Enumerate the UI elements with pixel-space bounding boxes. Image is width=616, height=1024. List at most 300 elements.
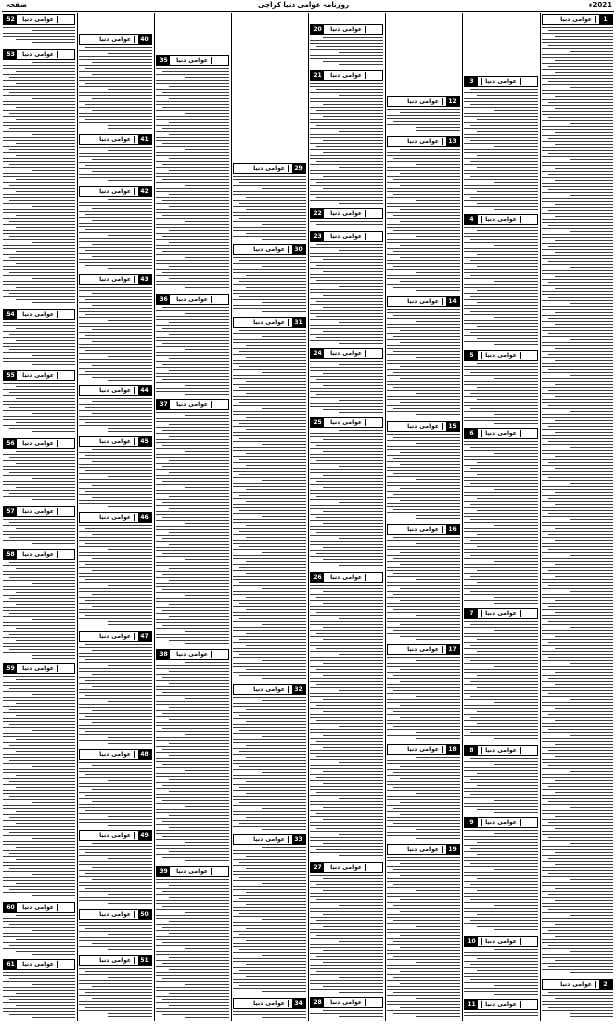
text-line <box>3 733 75 734</box>
text-line <box>156 520 229 521</box>
text-line <box>310 86 383 87</box>
text-line <box>16 1005 75 1006</box>
text-line <box>339 690 383 691</box>
text-line <box>85 615 152 616</box>
text-line <box>16 604 75 605</box>
text-line <box>233 236 306 237</box>
text-line <box>9 493 75 494</box>
text-line <box>185 451 229 452</box>
text-line <box>470 732 538 733</box>
text-line <box>156 191 229 192</box>
text-line <box>3 865 75 866</box>
text-line <box>542 162 613 163</box>
text-line <box>316 813 383 814</box>
text-line <box>310 541 383 542</box>
text-line <box>555 864 613 865</box>
text-line <box>339 322 383 323</box>
text-line <box>387 914 460 915</box>
text-line <box>162 625 229 626</box>
text-line <box>464 507 538 508</box>
text-line <box>387 965 460 966</box>
text-line <box>464 320 538 321</box>
text-line <box>464 122 538 123</box>
text-line <box>156 391 229 392</box>
text-line <box>310 283 383 284</box>
ad-header-label <box>481 1000 521 1009</box>
ad-number: 29 <box>292 164 305 173</box>
text-line <box>542 516 613 517</box>
text-line <box>156 809 229 810</box>
text-line <box>310 98 383 99</box>
text-line <box>464 1012 538 1013</box>
text-line <box>323 373 383 374</box>
ad-body-text <box>387 537 460 642</box>
text-line <box>548 405 613 406</box>
text-line <box>262 188 306 189</box>
text-line <box>477 582 538 583</box>
text-line <box>464 735 538 736</box>
text-line <box>464 417 538 418</box>
text-line <box>3 188 75 189</box>
text-line <box>339 565 383 566</box>
text-line <box>416 732 460 733</box>
text-line <box>162 215 229 216</box>
classified-label: عوامی دنیا <box>481 78 521 85</box>
text-line <box>85 470 152 471</box>
text-line <box>387 567 460 568</box>
text-line <box>477 498 538 499</box>
text-line <box>555 324 613 325</box>
text-line <box>464 770 538 771</box>
text-line <box>3 829 75 830</box>
text-line <box>162 328 229 329</box>
ad-number: 20 <box>311 25 324 34</box>
text-line <box>156 505 229 506</box>
text-line <box>3 475 75 476</box>
text-line <box>310 729 383 730</box>
text-line <box>92 256 152 257</box>
text-line <box>79 359 152 360</box>
text-line <box>92 220 152 221</box>
text-line <box>470 555 538 556</box>
text-line <box>310 929 383 930</box>
text-line <box>387 503 460 504</box>
ad-number: 47 <box>138 632 151 641</box>
ad-body-text <box>310 244 383 346</box>
text-line <box>85 971 152 972</box>
text-line <box>156 888 229 889</box>
text-line <box>464 896 538 897</box>
text-line <box>162 836 229 837</box>
text-line <box>9 817 75 818</box>
text-line <box>3 571 75 572</box>
text-line <box>162 164 229 165</box>
ad-body-text <box>387 857 460 1020</box>
text-line <box>542 249 613 250</box>
text-line <box>310 606 383 607</box>
text-line <box>239 751 306 752</box>
ad-number: 56 <box>4 439 17 448</box>
ad-header <box>3 959 75 970</box>
text-line <box>169 424 229 425</box>
ad-header <box>387 421 460 432</box>
text-line <box>310 801 383 802</box>
text-line <box>108 268 152 269</box>
text-line <box>310 672 383 673</box>
text-line <box>387 769 460 770</box>
text-line <box>494 603 538 604</box>
text-line <box>310 588 383 589</box>
text-line <box>400 863 460 864</box>
text-line <box>79 946 152 947</box>
text-line <box>16 592 75 593</box>
text-line <box>542 777 613 778</box>
text-line <box>233 666 306 667</box>
text-line <box>316 517 383 518</box>
text-line <box>464 134 538 135</box>
text-line <box>233 558 306 559</box>
text-line <box>542 93 613 94</box>
ad-body-text <box>310 430 383 570</box>
text-line <box>156 337 229 338</box>
text-line <box>239 877 306 878</box>
text-line <box>169 671 229 672</box>
text-line <box>233 230 306 231</box>
text-line <box>3 140 75 141</box>
text-line <box>323 950 383 951</box>
text-line <box>310 774 383 775</box>
text-line <box>323 675 383 676</box>
text-line <box>316 612 383 613</box>
text-line <box>239 913 306 914</box>
text-line <box>542 393 613 394</box>
text-line <box>542 255 613 256</box>
text-line <box>393 437 460 438</box>
text-line <box>542 387 613 388</box>
text-line <box>108 858 152 859</box>
text-line <box>3 230 75 231</box>
classified-ad <box>386 295 461 420</box>
text-line <box>3 404 75 405</box>
text-line <box>464 600 538 601</box>
text-line <box>156 1011 229 1012</box>
text-line <box>416 757 460 758</box>
ad-number: 34 <box>292 999 305 1008</box>
text-line <box>310 550 383 551</box>
text-line <box>79 211 152 212</box>
text-line <box>400 209 460 210</box>
text-line <box>79 582 152 583</box>
text-line <box>108 428 152 429</box>
text-line <box>387 339 460 340</box>
text-line <box>156 376 229 377</box>
text-line <box>233 651 306 652</box>
header-page-label: صفحہ <box>6 1 27 9</box>
text-line <box>494 666 538 667</box>
text-line <box>310 600 383 601</box>
text-line <box>393 823 460 824</box>
text-line <box>233 396 306 397</box>
text-line <box>542 702 613 703</box>
text-line <box>387 369 460 370</box>
ad-header-label <box>96 956 135 965</box>
text-line <box>316 182 383 183</box>
text-line <box>416 127 460 128</box>
text-line <box>16 775 75 776</box>
text-line <box>9 832 75 833</box>
text-line <box>262 919 306 920</box>
text-line <box>79 995 152 996</box>
text-line <box>3 826 75 827</box>
text-line <box>156 746 229 747</box>
text-line <box>393 941 460 942</box>
text-line <box>3 80 75 81</box>
text-line <box>400 766 460 767</box>
text-line <box>156 161 229 162</box>
text-line <box>3 877 75 878</box>
text-line <box>542 942 613 943</box>
text-line <box>162 857 229 858</box>
text-line <box>555 492 613 493</box>
text-line <box>169 334 229 335</box>
text-line <box>92 413 152 414</box>
text-line <box>310 128 383 129</box>
text-line <box>156 80 229 81</box>
text-line <box>400 899 460 900</box>
ad-header <box>464 745 538 756</box>
text-line <box>464 516 538 517</box>
text-line <box>85 731 152 732</box>
ad-header <box>3 309 75 320</box>
text-line <box>185 698 229 699</box>
text-line <box>3 209 75 210</box>
text-line <box>477 675 538 676</box>
text-line <box>464 923 538 924</box>
text-line <box>108 624 152 625</box>
ad-header <box>3 438 75 449</box>
ad-number: 13 <box>446 137 459 146</box>
text-line <box>32 364 75 365</box>
ad-header <box>79 749 152 760</box>
text-line <box>162 343 229 344</box>
text-line <box>310 562 383 563</box>
text-line <box>387 805 460 806</box>
text-line <box>542 798 613 799</box>
text-line <box>233 889 306 890</box>
text-line <box>233 922 306 923</box>
text-line <box>156 960 229 961</box>
ad-header-label <box>173 650 212 659</box>
text-line <box>79 968 152 969</box>
text-line <box>400 245 460 246</box>
ad-header <box>310 231 383 242</box>
text-line <box>239 402 306 403</box>
text-line <box>246 197 306 198</box>
text-line <box>162 430 229 431</box>
text-line <box>393 121 460 122</box>
ad-body-text <box>79 449 152 510</box>
text-line <box>79 398 152 399</box>
text-line <box>185 842 229 843</box>
text-line <box>316 777 383 778</box>
text-line <box>79 855 152 856</box>
text-line <box>310 158 383 159</box>
classified-ad <box>386 420 461 523</box>
text-line <box>79 494 152 495</box>
text-line <box>393 537 460 538</box>
ad-header-label <box>327 209 366 218</box>
text-line <box>310 893 383 894</box>
text-line <box>339 726 383 727</box>
text-line <box>387 597 460 598</box>
text-line <box>3 65 75 66</box>
text-line <box>494 489 538 490</box>
classified-ad <box>78 908 153 954</box>
text-line <box>387 363 460 364</box>
text-line <box>156 176 229 177</box>
text-line <box>323 711 383 712</box>
text-line <box>79 931 152 932</box>
text-line <box>262 700 306 701</box>
text-line <box>542 762 613 763</box>
text-line <box>3 296 75 297</box>
text-line <box>156 275 229 276</box>
text-line <box>262 991 306 992</box>
text-line <box>470 89 538 90</box>
ad-body-text <box>310 875 383 995</box>
text-line <box>387 118 460 119</box>
text-line <box>156 469 229 470</box>
text-line <box>79 786 152 787</box>
text-line <box>233 727 306 728</box>
text-line <box>233 606 306 607</box>
text-line <box>387 354 460 355</box>
text-line <box>310 508 383 509</box>
text-line <box>239 330 306 331</box>
column-separator <box>77 13 78 1021</box>
text-line <box>92 843 152 844</box>
text-line <box>393 956 460 957</box>
text-line <box>310 49 383 50</box>
ad-number: 58 <box>4 550 17 559</box>
classified-label: عوامی دنیا <box>481 938 521 945</box>
text-line <box>416 838 460 839</box>
text-line <box>85 407 152 408</box>
text-line <box>310 119 383 120</box>
text-line <box>233 492 306 493</box>
text-line <box>387 497 460 498</box>
text-line <box>477 878 538 879</box>
text-line <box>79 59 152 60</box>
text-line <box>239 387 306 388</box>
header-rule <box>2 11 614 12</box>
text-line <box>542 336 613 337</box>
text-line <box>262 829 306 830</box>
text-line <box>169 921 229 922</box>
text-line <box>169 86 229 87</box>
text-line <box>542 582 613 583</box>
text-line <box>233 504 306 505</box>
text-line <box>79 77 152 78</box>
text-line <box>156 550 229 551</box>
ad-header <box>310 24 383 35</box>
text-line <box>3 793 75 794</box>
text-line <box>3 637 75 638</box>
text-line <box>387 799 460 800</box>
text-line <box>169 604 229 605</box>
ad-number: 54 <box>4 310 17 319</box>
text-line <box>542 381 613 382</box>
text-line <box>169 266 229 267</box>
text-line <box>79 822 152 823</box>
text-line <box>310 107 383 108</box>
text-line <box>387 923 460 924</box>
text-line <box>79 552 152 553</box>
ad-header-label <box>404 422 443 431</box>
text-line <box>79 900 152 901</box>
classified-label: عوامی دنیا <box>250 1000 289 1007</box>
text-line <box>387 239 460 240</box>
ad-body-text <box>464 758 538 815</box>
text-line <box>548 966 613 967</box>
text-line <box>79 861 152 862</box>
text-line <box>339 95 383 96</box>
text-line <box>9 945 75 946</box>
text-line <box>464 248 538 249</box>
classified-ad <box>78 829 153 908</box>
text-line <box>92 765 152 766</box>
text-line <box>79 662 152 663</box>
text-line <box>555 780 613 781</box>
ad-number: 42 <box>138 187 151 196</box>
text-line <box>233 733 306 734</box>
text-line <box>3 622 75 623</box>
text-line <box>387 678 460 679</box>
text-line <box>387 485 460 486</box>
text-line <box>162 692 229 693</box>
text-line <box>233 790 306 791</box>
text-line <box>156 140 229 141</box>
ad-header <box>3 549 75 560</box>
text-line <box>464 594 538 595</box>
text-line <box>32 30 75 31</box>
text-line <box>156 1008 229 1009</box>
ad-number: 24 <box>311 349 324 358</box>
classified-label: عوامی دنیا <box>404 646 443 653</box>
text-line <box>387 396 460 397</box>
text-line <box>542 480 613 481</box>
text-line <box>555 816 613 817</box>
text-line <box>494 833 538 834</box>
text-line <box>239 438 306 439</box>
text-line <box>542 867 613 868</box>
text-line <box>79 347 152 348</box>
text-line <box>323 890 383 891</box>
text-line <box>162 891 229 892</box>
text-line <box>542 561 613 562</box>
ad-header-label <box>250 685 289 694</box>
text-line <box>156 319 229 320</box>
text-line <box>3 158 75 159</box>
text-line <box>92 801 152 802</box>
text-line <box>310 520 383 521</box>
text-line <box>233 540 306 541</box>
classified-label: عوامی دنیا <box>250 246 289 253</box>
text-line <box>548 102 613 103</box>
text-line <box>555 564 613 565</box>
text-line <box>416 579 460 580</box>
classified-ad <box>78 133 153 185</box>
